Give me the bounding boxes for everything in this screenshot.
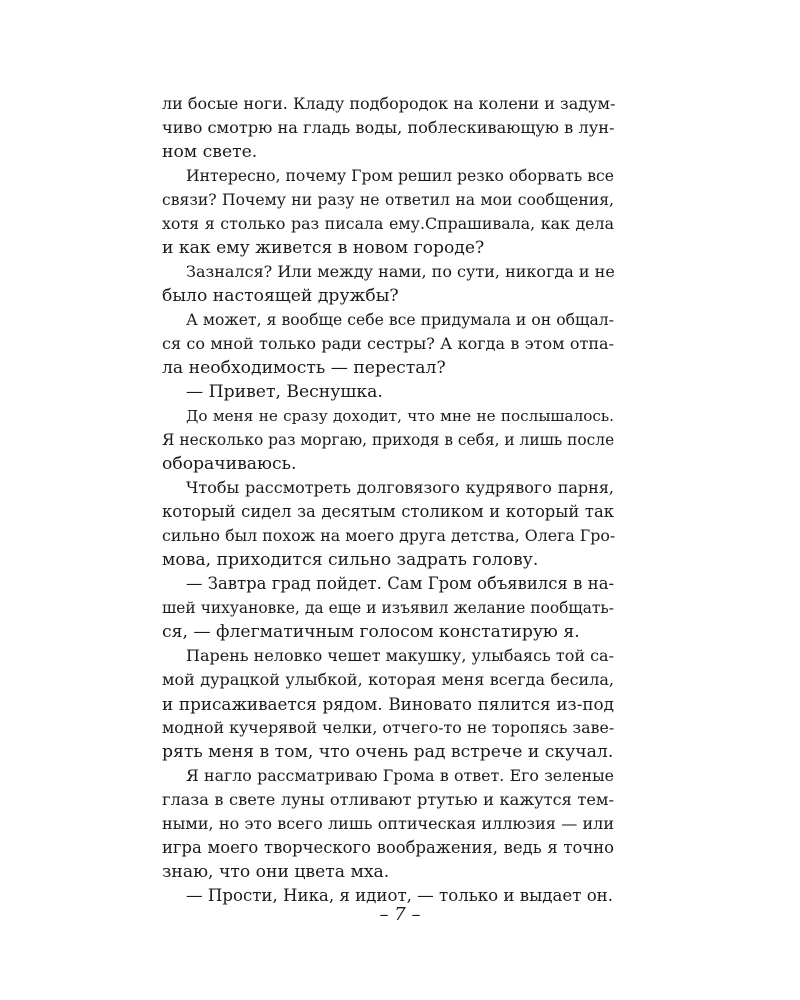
text-line: и присаживается рядом. Виновато пялится из-под <box>162 694 614 714</box>
text-line: ли босые ноги. Кладу подбородок на колени и задум- <box>162 94 616 113</box>
text-line: сильно был похож на моего друга детства, Олега Гро- <box>162 526 616 545</box>
text-line: Зазнался? Или между нами, по сути, никогда и не <box>186 262 615 281</box>
text-line: Чтобы рассмотреть долговязого кудрявого парня, <box>186 478 614 497</box>
text-line: было настоящей дружбы? <box>162 286 399 306</box>
text-line: Я нагло рассматриваю Грома в ответ. Его зеленые <box>186 766 614 785</box>
text-line: ном свете. <box>162 142 258 162</box>
text-line: ся, — флегматичным голосом констатирую я. <box>162 622 580 642</box>
text-line: оборачиваюсь. <box>162 454 297 474</box>
text-line: — Привет, Веснушка. <box>186 382 383 402</box>
text-line: связи? Почему ни разу не ответил на мои сообщения, <box>162 191 614 209</box>
text-line: знаю, что они цвета мха. <box>162 862 390 882</box>
text-line: шей чихуановке, да еще и изъявил желание пообщать- <box>162 599 614 617</box>
text-line: модной кучерявой челки, отчего-то не торопясь заве- <box>162 718 615 737</box>
text-line: Парень неловко чешет макушку, улыбаясь той са- <box>186 646 614 665</box>
text-line: мова, приходится сильно задрать голову. <box>162 550 539 570</box>
text-line: А может, я вообще себе все придумала и он общал- <box>186 311 614 329</box>
text-line: ся со мной только ради сестры? А когда в этом отпа- <box>162 334 614 353</box>
text-line: чиво смотрю на гладь воды, поблескивающую в лун- <box>162 118 615 137</box>
text-line: глаза в свете луны отливают ртутью и кажутся тем- <box>162 790 614 809</box>
text-line: хотя я столько раз писала ему.Спрашивала, как дела <box>162 214 614 233</box>
page-number: – 7 – <box>379 904 421 925</box>
text-line: — Завтра град пойдет. Сам Гром объявился в на- <box>186 574 614 593</box>
text-line: Я несколько раз моргаю, приходя в себя, и лишь после <box>162 431 615 449</box>
text-line: мой дурацкой улыбкой, которая меня всегда бесила, <box>162 670 614 689</box>
text-line: и как ему живется в новом городе? <box>162 238 485 258</box>
text-line: ными, но это всего лишь оптическая иллюзия — или <box>162 814 614 833</box>
text-line: игра моего творческого воображения, ведь я точно <box>162 838 614 857</box>
text-line: который сидел за десятым столиком и который так <box>162 502 614 521</box>
text-line: рять меня в том, что очень рад встрече и скучал. <box>162 742 614 762</box>
text-line: Интересно, почему Гром решил резко оборвать все <box>186 167 614 185</box>
text-line: До меня не сразу доходит, что мне не послышалось. <box>186 407 614 425</box>
text-line: ла необходимость — перестал? <box>162 358 446 378</box>
text-line: — Прости, Ника, я идиот, — только и выдает он. <box>186 886 614 905</box>
